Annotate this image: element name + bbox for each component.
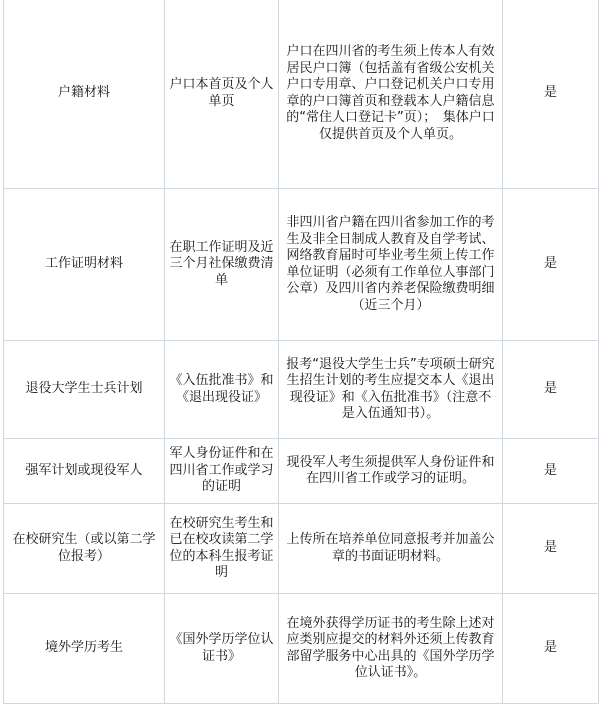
requirement-cell: 上传所在培养单位同意报考并加盖公章的书面证明材料。 — [279, 504, 503, 594]
requirement-cell: 在境外获得学历证书的考生除上述对应类别应提交的材料外还须上传教育部留学服务中心出具的《国外学历学位认证书》。 — [279, 594, 503, 704]
required-cell: 是 — [503, 439, 599, 504]
materials-table — [3, 0, 599, 704]
required-cell: 是 — [503, 504, 599, 594]
requirement-cell: 非四川省户籍在四川省参加工作的考生及非全日制成人教育及自学考试、网络教育届时可毕业考生须上传工作单位证明（必须有工作单位人事部门公章）及四川省内养老保险缴费明细（近三个月） — [279, 189, 503, 341]
material-cell: 《国外学历学位认证书》 — [165, 594, 279, 704]
category-cell: 退役大学生士兵计划 — [4, 341, 165, 439]
material-cell: 军人身份证件和在四川省工作或学习的证明 — [165, 439, 279, 504]
required-cell: 是 — [503, 594, 599, 704]
requirement-cell: 户口在四川省的考生须上传本人有效居民户口簿（包括盖有省级公安机关户口专用章、户口登记机关户口专用章的户口簿首页和登载本人户籍信息的“常住人口登记卡”页）； 集体户口仅提供首页及个人单页。 — [279, 0, 503, 189]
required-cell: 是 — [503, 189, 599, 341]
table-row — [4, 341, 599, 439]
material-cell: 在职工作证明及近三个月社保缴费清单 — [165, 189, 279, 341]
requirement-cell: 报考“退役大学生士兵”专项硕士研究生招生计划的考生应提交本人《退出现役证》和《入伍批准书》（注意不是入伍通知书）。 — [279, 341, 503, 439]
required-cell: 是 — [503, 0, 599, 189]
material-cell: 在校研究生考生和已在校攻读第二学位的本科生报考证明 — [165, 504, 279, 594]
category-cell: 在校研究生（或以第二学位报考） — [4, 504, 165, 594]
required-cell: 是 — [503, 341, 599, 439]
category-cell: 工作证明材料 — [4, 189, 165, 341]
material-cell: 户口本首页及个人单页 — [165, 0, 279, 189]
material-cell: 《入伍批准书》和《退出现役证》 — [165, 341, 279, 439]
table-row — [4, 189, 599, 341]
requirement-cell: 现役军人考生须提供军人身份证件和在四川省工作或学习的证明。 — [279, 439, 503, 504]
table-row — [4, 504, 599, 594]
category-cell: 强军计划或现役军人 — [4, 439, 165, 504]
category-cell: 户籍材料 — [4, 0, 165, 189]
category-cell: 境外学历考生 — [4, 594, 165, 704]
table-row — [4, 594, 599, 704]
table-row — [4, 0, 599, 189]
table-row — [4, 439, 599, 504]
